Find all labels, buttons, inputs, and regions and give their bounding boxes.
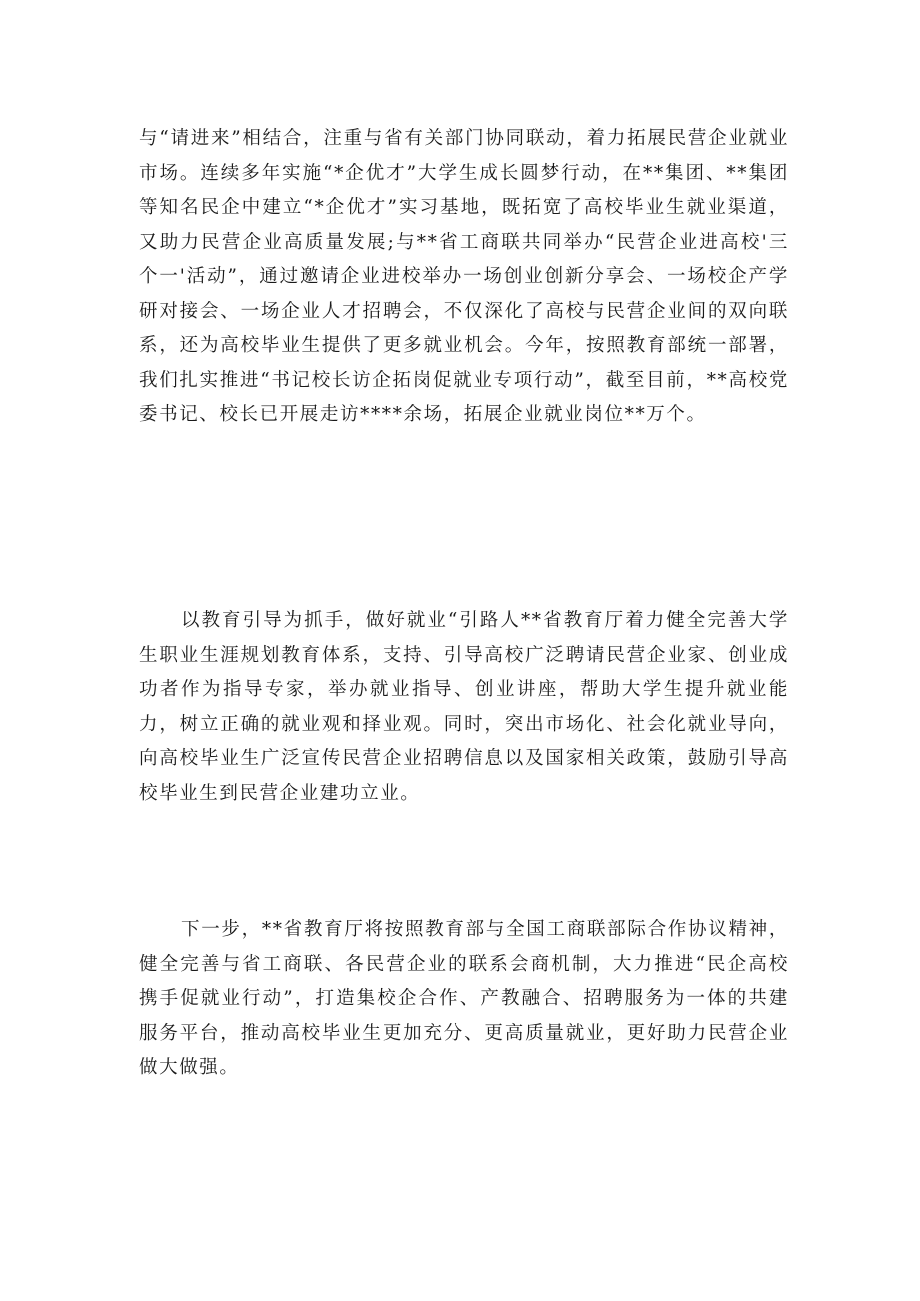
paragraph-next-steps: 下一步，**省教育厅将按照教育部与全国工商联部际合作协议精神，健全完善与省工商联、各民营企业的联系会商机制，大力推进“民企高校携手促就业行动”，打造集校企合作、产教融合、招聘服务为一体的共建服务平台，推动高校毕业生更加充分、更高质量就业，更好助力民营企业做大做强。 [139, 919, 789, 1078]
paragraph-education-guidance: 以教育引导为抓手，做好就业“引路人**省教育厅着力健全完善大学生职业生涯规划教育体系，支持、引导高校广泛聘请民营企业家、创业成功者作为指导专家，举办就业指导、创业讲座，帮助大学生提升就业能力，树立正确的就业观和择业观。同时，突出市场化、社会化就业导向，向高校毕业生广泛宣传民营企业招聘信息以及国家相关政策，鼓励引导高校毕业生到民营企业建功立业。 [139, 610, 789, 804]
paragraph-continuation: 与“请进来”相结合，注重与省有关部门协同联动，着力拓展民营企业就业市场。连续多年实施“*企优才”大学生成长圆梦行动，在**集团、**集团等知名民企中建立“*企优才”实习基地，既拓宽了高校毕业生就业渠道，又助力民营企业高质量发展;与**省工商联共同举办“民营企业进高校'三个一'活动”，通过邀请企业进校举办一场创业创新分享会、一场校企产学研对接会、一场企业人才招聘会，不仅深化了高校与民营企业间的双向联系，还为高校毕业生提供了更多就业机会。今年，按照教育部统一部署，我们扎实推进“书记校长访企拓岗促就业专项行动”，截至目前，**高校党委书记、校长已开展走访****余场，拓展企业就业岗位**万个。 [139, 128, 789, 425]
